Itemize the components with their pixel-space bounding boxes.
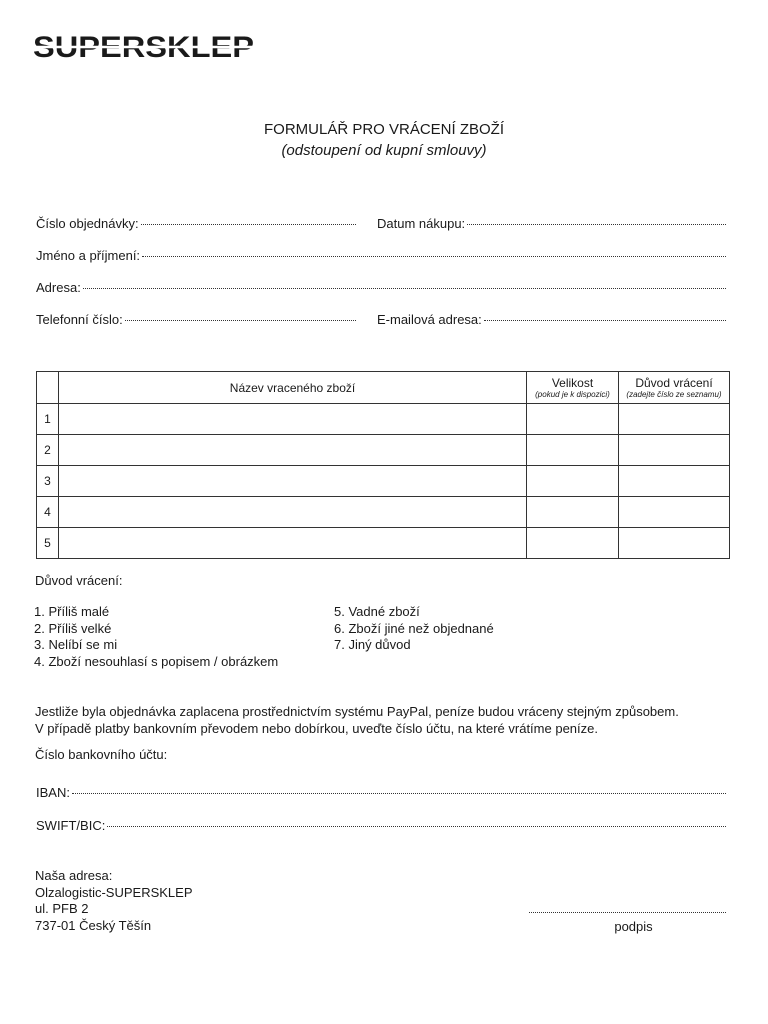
header-reason-label: Důvod vrácení bbox=[635, 376, 713, 390]
reason-cell[interactable] bbox=[619, 435, 730, 466]
reason-item: 2. Příliš velké bbox=[34, 620, 112, 636]
full-name-label: Jméno a příjmení: bbox=[36, 248, 141, 263]
payment-paypal-text: Jestliže byla objednávka zaplacena prostřednictvím systému PayPal, peníze budou vráceny stejným způsobem. bbox=[35, 704, 679, 719]
iban-label: IBAN: bbox=[36, 785, 70, 800]
phone-line[interactable] bbox=[125, 320, 356, 321]
purchase-date-line[interactable] bbox=[467, 224, 726, 225]
table-row bbox=[37, 404, 730, 435]
address-line: Naša adresa: bbox=[35, 868, 113, 883]
reason-item: 5. Vadné zboží bbox=[334, 604, 420, 619]
reason-cell[interactable] bbox=[619, 466, 730, 497]
header-number-cell bbox=[37, 372, 59, 404]
form-title: FORMULÁŘ PRO VRÁCENÍ ZBOŽÍ bbox=[263, 121, 505, 138]
table-row bbox=[37, 497, 730, 528]
payment-info bbox=[35, 704, 679, 737]
order-number-line[interactable] bbox=[141, 224, 356, 225]
row-number: 5 bbox=[37, 528, 59, 559]
superesklep-logo bbox=[33, 30, 254, 62]
size-cell[interactable] bbox=[527, 466, 619, 497]
order-number-field[interactable] bbox=[36, 216, 356, 231]
reason-item: 4. Zboží nesouhlasí s popisem / obrázkem bbox=[34, 653, 279, 669]
header-reason-note: (zadejte číslo ze seznamu) bbox=[626, 390, 722, 399]
address-label: Adresa: bbox=[36, 280, 81, 295]
reason-cell[interactable] bbox=[619, 404, 730, 435]
reason-cell[interactable] bbox=[619, 497, 730, 528]
item-name-cell[interactable] bbox=[59, 435, 527, 466]
table-row bbox=[37, 435, 730, 466]
swift-label: SWIFT/BIC: bbox=[36, 818, 106, 833]
address-line: ul. PFB 2 bbox=[35, 901, 89, 916]
item-name-cell[interactable] bbox=[59, 497, 527, 528]
item-name-cell[interactable] bbox=[59, 404, 527, 435]
header-item-name: Název vraceného zboží bbox=[59, 372, 527, 404]
address-line[interactable] bbox=[83, 288, 726, 289]
reasons-list-left bbox=[34, 604, 278, 670]
item-name-cell[interactable] bbox=[59, 466, 527, 497]
table-row bbox=[37, 466, 730, 497]
signature-line[interactable] bbox=[529, 912, 726, 913]
item-name-cell[interactable] bbox=[59, 528, 527, 559]
iban-field[interactable] bbox=[36, 785, 726, 800]
address-line: Olzalogistic-SUPERSKLEP bbox=[35, 884, 193, 900]
form-subtitle: (odstoupení od kupní smlouvy) bbox=[281, 142, 487, 159]
logo-wordmark: SUPERSKLEP bbox=[33, 31, 254, 62]
row-number: 3 bbox=[37, 466, 59, 497]
row-number: 1 bbox=[37, 404, 59, 435]
full-name-field[interactable] bbox=[36, 248, 726, 263]
address-field[interactable] bbox=[36, 280, 726, 295]
size-cell[interactable] bbox=[527, 497, 619, 528]
reason-item: 3. Nelíbí se mi bbox=[34, 637, 118, 652]
reasons-heading: Důvod vrácení: bbox=[35, 573, 123, 588]
header-size-note: (pokud je k dispozici) bbox=[535, 390, 610, 399]
iban-line[interactable] bbox=[72, 793, 726, 794]
email-field[interactable] bbox=[377, 312, 726, 327]
swift-field[interactable] bbox=[36, 818, 726, 833]
table-header-row bbox=[37, 372, 730, 404]
size-cell[interactable] bbox=[527, 528, 619, 559]
size-cell[interactable] bbox=[527, 435, 619, 466]
returned-items-table bbox=[36, 371, 730, 559]
phone-field[interactable] bbox=[36, 312, 356, 327]
email-line[interactable] bbox=[484, 320, 726, 321]
header-size bbox=[527, 372, 619, 404]
reason-item: 7. Jiný důvod bbox=[334, 637, 411, 652]
reason-item: 1. Příliš malé bbox=[34, 604, 110, 619]
row-number: 2 bbox=[37, 435, 59, 466]
order-number-label: Číslo objednávky: bbox=[36, 216, 139, 231]
payment-transfer-text: V případě platby bankovním převodem nebo dobírkou, uveďte číslo účtu, na které vrátíme peníze. bbox=[35, 720, 598, 736]
table-row bbox=[37, 528, 730, 559]
reason-cell[interactable] bbox=[619, 528, 730, 559]
reasons-list-right bbox=[334, 604, 494, 654]
purchase-date-field[interactable] bbox=[377, 216, 726, 231]
size-cell[interactable] bbox=[527, 404, 619, 435]
row-number: 4 bbox=[37, 497, 59, 528]
full-name-line[interactable] bbox=[142, 256, 726, 257]
swift-line[interactable] bbox=[107, 826, 726, 827]
email-label: E-mailová adresa: bbox=[377, 312, 482, 327]
signature-label: podpis bbox=[614, 919, 653, 934]
reason-item: 6. Zboží jiné než objednané bbox=[334, 620, 494, 636]
header-size-label: Velikost bbox=[551, 376, 594, 390]
address-line: 737-01 Český Těšín bbox=[35, 917, 152, 933]
bank-account-heading: Číslo bankovního účtu: bbox=[35, 747, 168, 762]
company-address bbox=[35, 868, 193, 934]
purchase-date-label: Datum nákupu: bbox=[377, 216, 466, 231]
phone-label: Telefonní číslo: bbox=[36, 312, 123, 327]
header-reason bbox=[619, 372, 730, 404]
